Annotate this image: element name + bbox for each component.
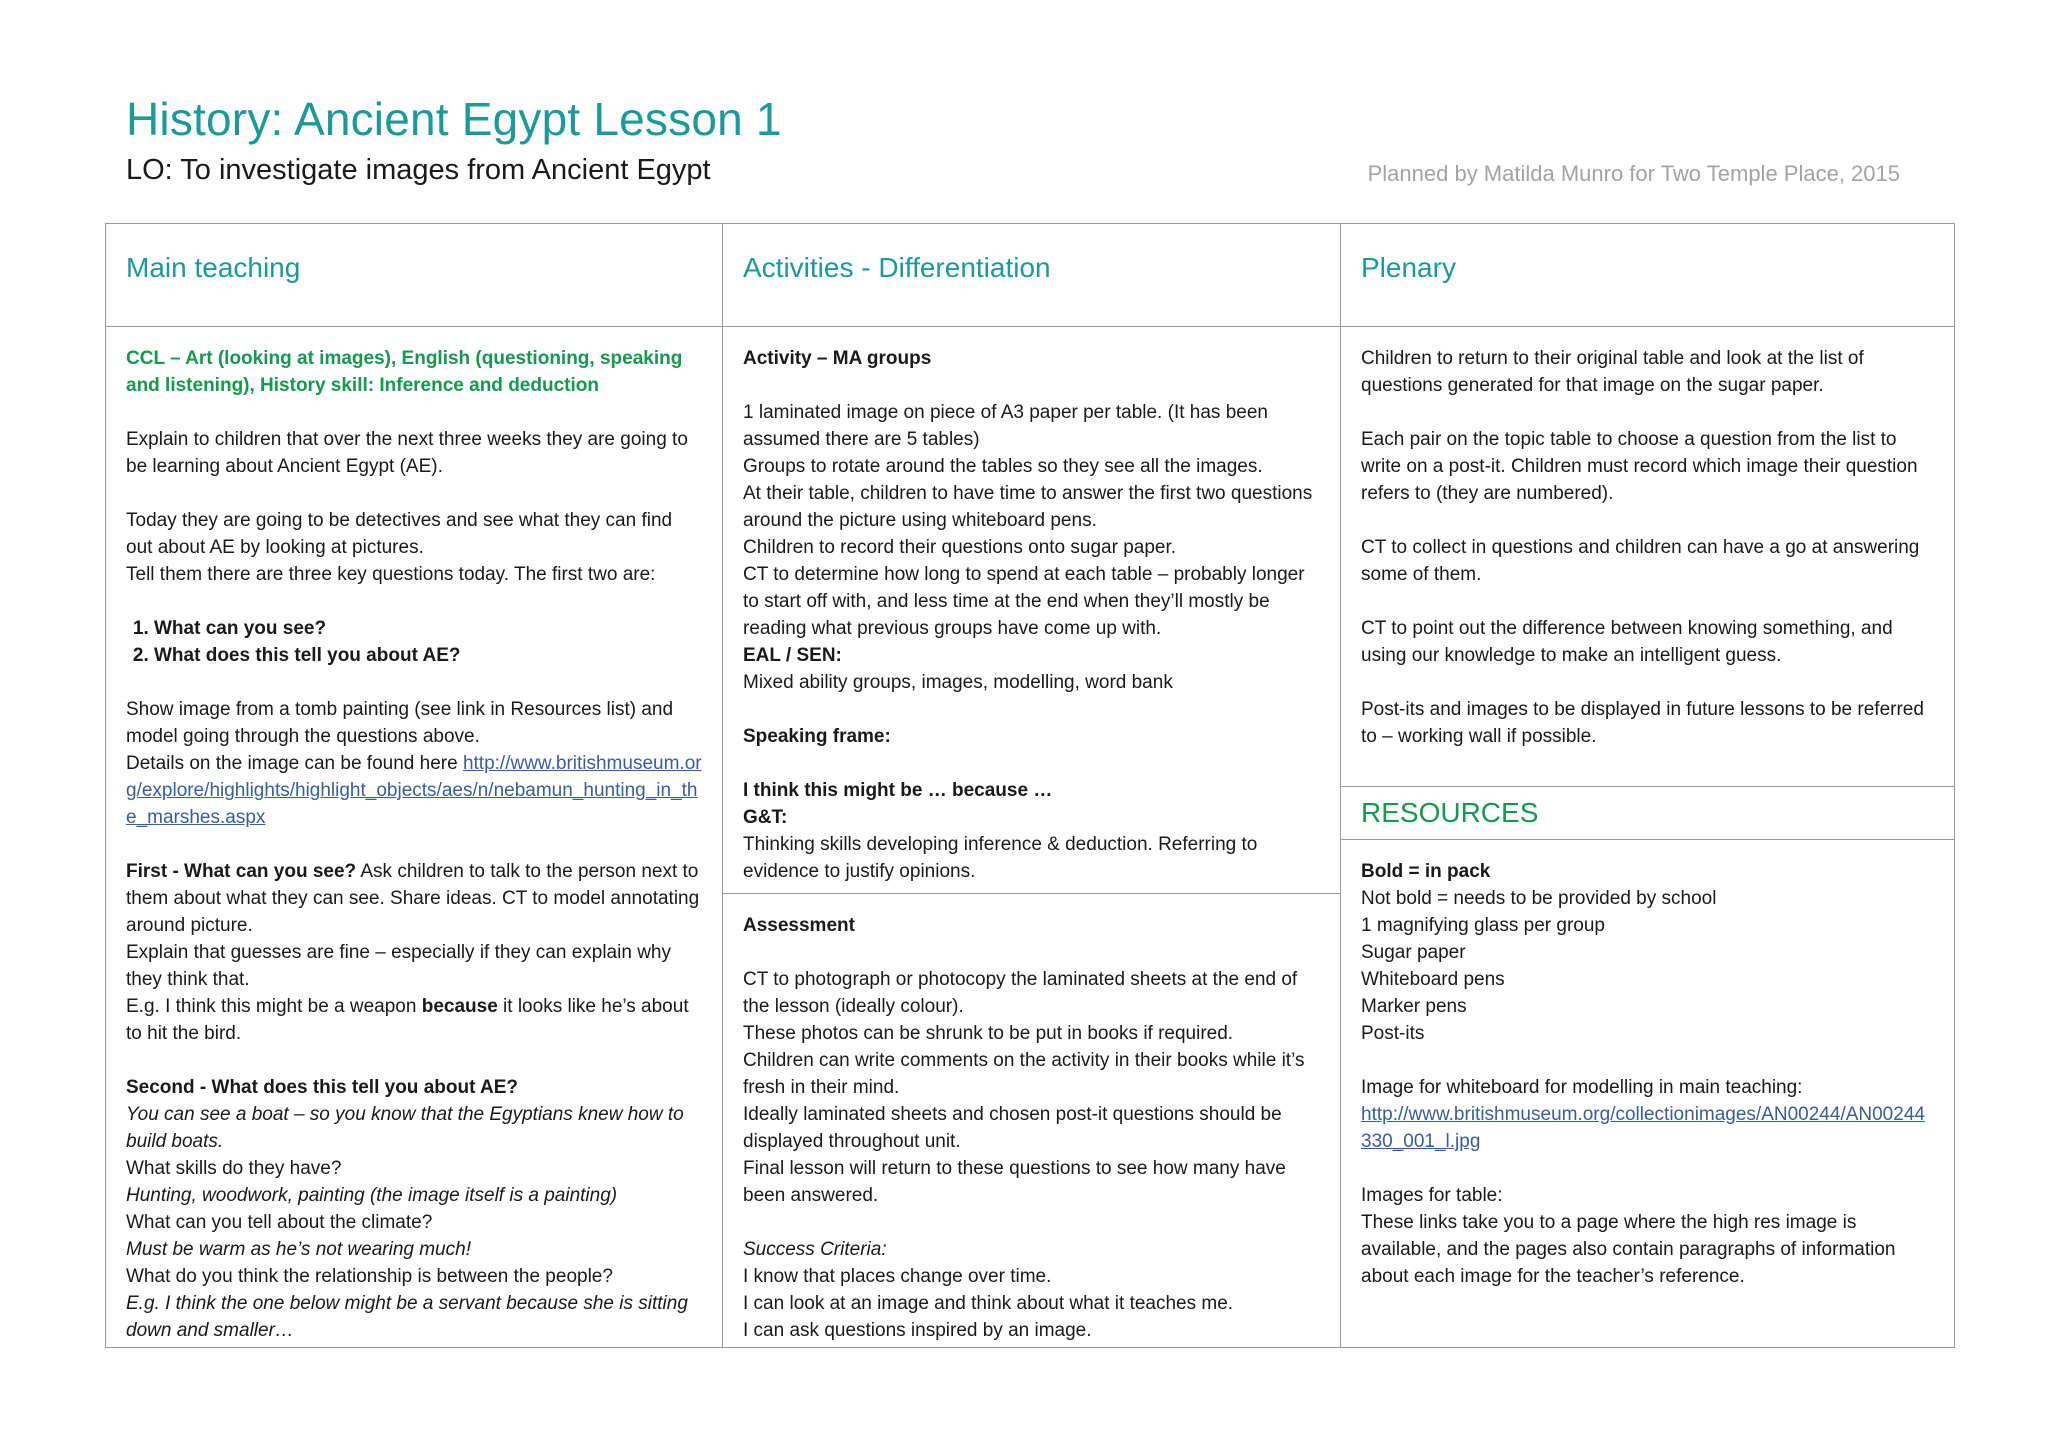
paragraph — [126, 993, 702, 1047]
assessment-title: Assessment — [743, 915, 855, 936]
paragraph — [126, 858, 702, 939]
success-criteria-label: Success Criteria: — [743, 1239, 887, 1260]
eal-label: EAL / SEN: — [743, 645, 842, 666]
paragraph: Thinking skills developing inference & deduction. Referring to evidence to justify opinions. — [743, 834, 1258, 882]
paragraph: Final lesson will return to these questions to see how many have been answered. — [743, 1158, 1286, 1206]
gt-label: G&T: — [743, 807, 788, 828]
activity-title: Activity – MA groups — [743, 348, 932, 369]
details-text: Details on the image can be found here — [126, 753, 463, 774]
activities-column — [723, 224, 1341, 1347]
resource-item: Not bold = needs to be provided by school — [1361, 888, 1717, 909]
example-because: because — [421, 996, 498, 1017]
paragraph: Children can write comments on the activity in their books while it’s fresh in their mind. — [743, 1050, 1305, 1098]
question-text: What do you think the relationship is between the people? — [126, 1266, 613, 1287]
ccl-text: CCL – Art (looking at images), English (questioning, speaking and listening), History skill: Inference and deduction — [126, 348, 683, 396]
criteria-item: I know that places change over time. — [743, 1266, 1052, 1287]
answer-text: Must be warm as he’s not wearing much! — [126, 1239, 471, 1260]
question-text: What can you tell about the climate? — [126, 1212, 433, 1233]
paragraph: 1 laminated image on piece of A3 paper per table. (It has been assumed there are 5 tables) — [743, 402, 1268, 450]
plenary-column — [1341, 224, 1954, 1347]
planned-by: Planned by Matilda Munro for Two Temple Place, 2015 — [1367, 161, 1900, 186]
answer-text: Hunting, woodwork, painting (the image itself is a painting) — [126, 1185, 618, 1206]
plenary-content — [1341, 327, 1954, 786]
criteria-item: I can ask questions inspired by an image. — [743, 1320, 1092, 1341]
paragraph: At their table, children to have time to answer the first two questions around the picture using whiteboard pens. — [743, 483, 1313, 531]
answer-text: You can see a boat – so you know that the Egyptians knew how to build boats. — [126, 1104, 684, 1152]
second-question-label: Second - What does this tell you about AE? — [126, 1077, 518, 1098]
activity-content — [723, 327, 1340, 893]
resources-content — [1341, 840, 1954, 1290]
paragraph: CT to collect in questions and children can have a go at answering some of them. — [1361, 537, 1920, 585]
paragraph: CT to point out the difference between knowing something, and using our knowledge to make an intelligent guess. — [1361, 618, 1893, 666]
paragraph: Today they are going to be detectives and see what they can find out about AE by looking at pictures. — [126, 510, 673, 558]
answer-text: E.g. I think the one below might be a servant because she is sitting down and smaller… — [126, 1293, 688, 1341]
plenary-heading: Plenary — [1341, 224, 1954, 327]
paragraph: Each pair on the topic table to choose a question from the list to write on a post-it. Children must record which image their question refers to (they are numbered). — [1361, 429, 1918, 504]
activities-heading: Activities - Differentiation — [723, 224, 1340, 327]
lesson-plan-table — [105, 223, 1955, 1348]
paragraph: Mixed ability groups, images, modelling, word bank — [743, 672, 1173, 693]
paragraph: Children to return to their original table and look at the list of questions generated for that image on the sugar paper. — [1361, 348, 1864, 396]
resource-item: 1 magnifying glass per group — [1361, 915, 1605, 936]
paragraph: Post-its and images to be displayed in future lessons to be referred to – working wall if possible. — [1361, 699, 1924, 747]
paragraph: CT to photograph or photocopy the laminated sheets at the end of the lesson (ideally colour). — [743, 969, 1298, 1017]
resource-item: Image for whiteboard for modelling in main teaching: — [1361, 1077, 1803, 1098]
resource-item: Post-its — [1361, 1023, 1425, 1044]
bold-key: Bold = in pack — [1361, 861, 1491, 882]
paragraph: Explain to children that over the next three weeks they are going to be learning about Ancient Egypt (AE). — [126, 429, 688, 477]
resource-item: Marker pens — [1361, 996, 1467, 1017]
british-museum-link[interactable]: http://www.britishmuseum.org/explore/highlights/highlight_objects/aes/n/nebamun_hunting_in_the_marshes.aspx — [126, 753, 702, 828]
key-questions-list — [126, 615, 702, 669]
paragraph: Groups to rotate around the tables so they see all the images. — [743, 456, 1263, 477]
first-question-text: Ask children to talk to the person next to them about what they can see. Share ideas. CT to model annotating around picture. — [126, 861, 700, 936]
question-text: What skills do they have? — [126, 1158, 342, 1179]
paragraph — [126, 750, 702, 831]
paragraph: Children to record their questions onto sugar paper. — [743, 537, 1177, 558]
learning-objective: LO: To investigate images from Ancient Egypt — [126, 154, 711, 186]
page-title: History: Ancient Egypt Lesson 1 — [126, 93, 782, 145]
paragraph: Tell them there are three key questions today. The first two are: — [126, 564, 656, 585]
resources-heading: RESOURCES — [1341, 787, 1954, 840]
example-text: E.g. I think this might be a weapon — [126, 996, 422, 1017]
resource-item: Sugar paper — [1361, 942, 1466, 963]
main-teaching-column — [106, 224, 723, 1347]
assessment-content — [723, 894, 1340, 1344]
resource-item: Whiteboard pens — [1361, 969, 1505, 990]
question-item: 2. What does this tell you about AE? — [154, 642, 702, 669]
image-link[interactable]: http://www.britishmuseum.org/collectionimages/AN00244/AN00244330_001_l.jpg — [1361, 1104, 1925, 1152]
question-item: 1. What can you see? — [154, 615, 702, 642]
main-teaching-heading: Main teaching — [106, 224, 722, 327]
paragraph: Explain that guesses are fine – especially if they can explain why they think that. — [126, 942, 671, 990]
first-question-label: First - What can you see? — [126, 861, 357, 882]
paragraph: CT to determine how long to spend at each table – probably longer to start off with, and less time at the end when they’ll mostly be reading what previous groups have come up with. — [743, 564, 1305, 639]
speaking-frame-label: Speaking frame: — [743, 726, 891, 747]
resource-item: Images for table: — [1361, 1185, 1503, 1206]
resource-item: These links take you to a page where the high res image is available, and the pages also contain paragraphs of information about each image for the teacher’s reference. — [1361, 1212, 1896, 1287]
example-text: it looks like he’s about to hit the bird. — [126, 996, 689, 1044]
paragraph: Ideally laminated sheets and chosen post-it questions should be displayed throughout unit. — [743, 1104, 1282, 1152]
main-teaching-content — [106, 327, 722, 1344]
speaking-frame-text: I think this might be … because … — [743, 780, 1053, 801]
criteria-item: I can look at an image and think about what it teaches me. — [743, 1293, 1234, 1314]
paragraph: Show image from a tomb painting (see link in Resources list) and model going through the questions above. — [126, 699, 674, 747]
paragraph: These photos can be shrunk to be put in books if required. — [743, 1023, 1234, 1044]
